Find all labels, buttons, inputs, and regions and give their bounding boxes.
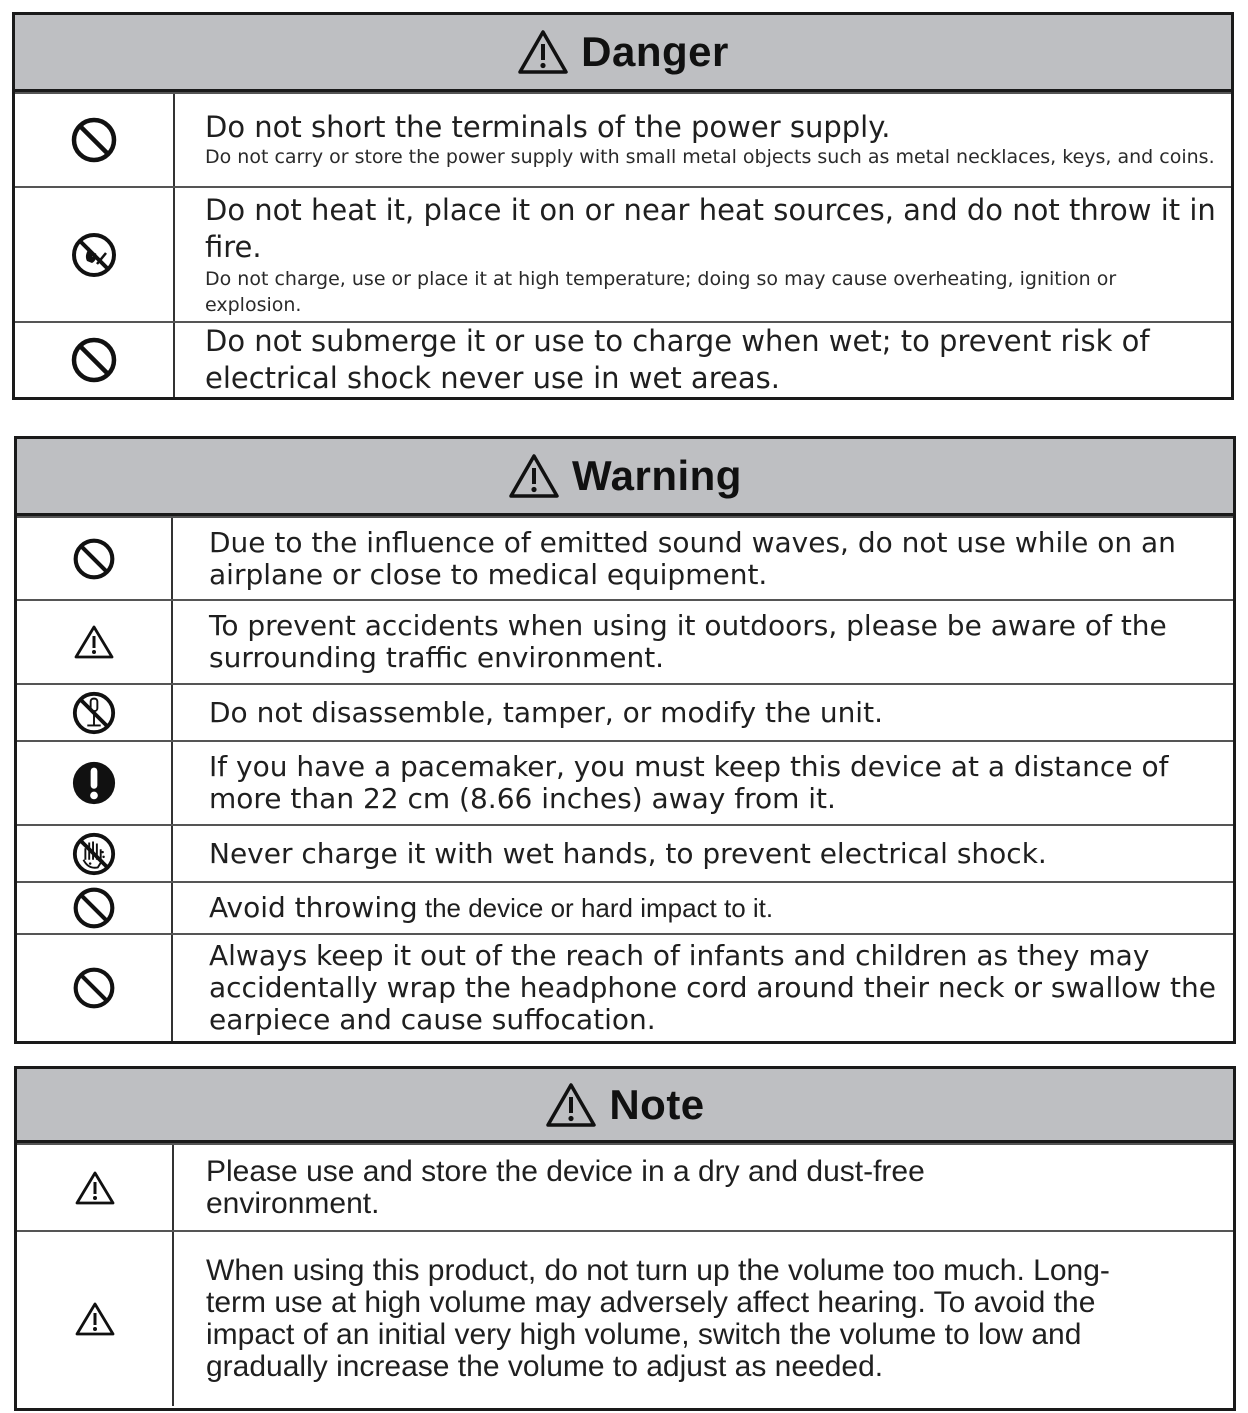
warning-row-main: To prevent accidents when using it outdoors, please be aware of the surrounding traffic environment. bbox=[209, 609, 1167, 674]
danger-row-main: Do not submerge it or use to charge when wet; to prevent risk of electrical shock never use in wet areas. bbox=[205, 324, 1150, 395]
prohibition-icon bbox=[70, 336, 118, 384]
warning-row-main: Do not disassemble, tamper, or modify the unit. bbox=[209, 695, 883, 729]
warning-row-main: Never charge it with wet hands, to prevent electrical shock. bbox=[209, 836, 1047, 870]
danger-row bbox=[15, 321, 1231, 397]
warning-row bbox=[17, 683, 1233, 740]
prohibition-icon bbox=[72, 886, 116, 930]
danger-row bbox=[15, 92, 1231, 186]
prohibition-icon bbox=[70, 116, 118, 164]
note-panel bbox=[14, 1066, 1236, 1411]
warning-row bbox=[17, 933, 1233, 1041]
warning-row-main-part-a: Avoid throwing bbox=[209, 891, 418, 924]
warning-triangle-icon bbox=[517, 29, 569, 75]
caution-triangle-icon bbox=[73, 624, 115, 660]
note-title: Note bbox=[609, 1080, 705, 1128]
warning-row-main: Due to the influence of emitted sound waves, do not use while on an airplane or close to medical equipment. bbox=[209, 525, 1176, 591]
danger-title: Danger bbox=[581, 28, 729, 75]
danger-row-main: Do not short the terminals of the power supply. bbox=[205, 110, 891, 144]
prohibition-icon bbox=[72, 537, 116, 581]
danger-row-main: Do not heat it, place it on or near heat sources, and do not throw it in fire. bbox=[205, 192, 1216, 264]
warning-row-main bbox=[209, 892, 1219, 924]
danger-row bbox=[15, 186, 1231, 321]
danger-row-sub: Do not charge, use or place it at high temperature; doing so may cause overheating, ignition or explosion. bbox=[205, 267, 1117, 316]
warning-row-main: If you have a pacemaker, you must keep this device at a distance of more than 22 cm (8.66 inches) away from it. bbox=[209, 750, 1169, 815]
note-header bbox=[17, 1069, 1233, 1143]
no-wet-hands-icon bbox=[71, 831, 117, 877]
warning-row-main: Always keep it out of the reach of infants and children as they may accidentally wrap the headphone cord around their neck or swallow the earpiece and cause suffocation. bbox=[209, 939, 1216, 1036]
warning-row bbox=[17, 599, 1233, 683]
warning-triangle-icon bbox=[545, 1082, 597, 1128]
warning-panel bbox=[14, 436, 1236, 1044]
caution-triangle-icon bbox=[74, 1301, 116, 1337]
note-row bbox=[17, 1230, 1233, 1406]
mandatory-exclamation-icon bbox=[71, 760, 117, 806]
warning-triangle-icon bbox=[508, 453, 560, 499]
warning-row bbox=[17, 824, 1233, 881]
no-fire-icon bbox=[70, 231, 118, 279]
danger-row-sub: Do not carry or store the power supply with small metal objects such as metal necklaces, keys, and coins. bbox=[205, 146, 1215, 168]
warning-row bbox=[17, 740, 1233, 824]
prohibition-icon bbox=[72, 966, 116, 1010]
note-row bbox=[17, 1143, 1233, 1230]
note-row-main: When using this product, do not turn up the volume too much. Long-term use at high volume may adversely affect hearing. To avoid the impact of an initial very high volume, switch the volume to low and gradually increase the volume to adjust as needed. bbox=[206, 1254, 1110, 1383]
warning-header bbox=[17, 439, 1233, 516]
warning-row bbox=[17, 516, 1233, 599]
warning-row-main-part-b: the device or hard impact to it. bbox=[417, 893, 774, 923]
note-row-main: Please use and store the device in a dry and dust-free environment. bbox=[206, 1154, 925, 1220]
danger-panel bbox=[12, 12, 1234, 400]
warning-row bbox=[17, 881, 1233, 933]
danger-header bbox=[15, 15, 1231, 92]
caution-triangle-icon bbox=[74, 1170, 116, 1206]
no-disassembly-icon bbox=[71, 690, 117, 736]
warning-title: Warning bbox=[572, 452, 742, 499]
